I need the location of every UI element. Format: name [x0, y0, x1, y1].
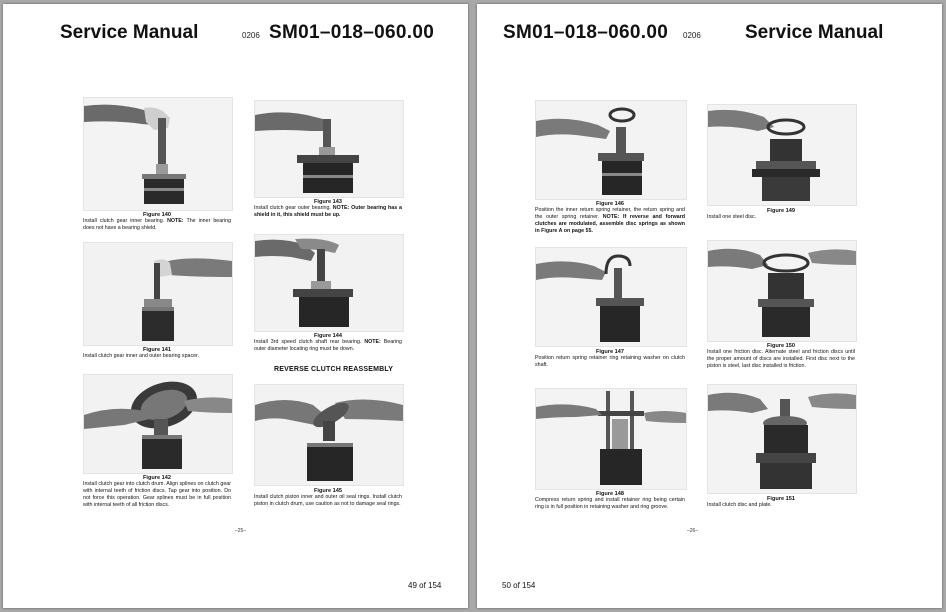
figure-144-caption: Install 3rd speed clutch shaft rear bearing. NOTE: Bearing outer diameter locating ring must be down.: [254, 339, 403, 352]
figure-145-photo: [254, 384, 404, 486]
figure-145-caption: Install clutch piston inner and outer oil seal rings. Install clutch piston in clutch drum, use caution as not to damage seal rings.: [254, 494, 402, 507]
figure-142-title: Figure 142: [143, 475, 171, 481]
right-header-doc-code: SM01–018–060.00: [503, 22, 669, 43]
figure-149-title: Figure 149: [767, 208, 795, 214]
figure-150-caption: Install one friction disc. Alternate steel and friction discs until the proper amount of discs are installed. First disc next to the piston is steel, last disc installed is friction.: [707, 349, 855, 369]
figure-142-caption: Install clutch gear into clutch drum. Align splines on clutch gear with internal teeth of friction discs. Tap gear into position. Do not force this operation. Gear splines must be in full position with internal teeth of all friction discs.: [83, 481, 231, 508]
figure-141-photo: [83, 242, 233, 346]
figure-145-title: Figure 145: [314, 488, 342, 494]
figure-143-caption: Install clutch gear outer bearing. NOTE: Outer bearing has a shield in it, this shield must be up.: [254, 205, 402, 218]
figure-148-photo: [535, 388, 687, 490]
right-header-title: Service Manual: [745, 22, 884, 43]
left-header-title: Service Manual: [60, 22, 199, 43]
right-page: [477, 4, 942, 608]
figure-146-photo: [535, 100, 687, 200]
figure-143-title: Figure 143: [314, 199, 342, 205]
figure-140-caption: Install clutch gear inner bearing. NOTE: The inner bearing does not have a bearing shield.: [83, 218, 231, 231]
figure-143-photo: [254, 100, 404, 198]
figure-151-title: Figure 151: [767, 496, 795, 502]
figure-149-caption: Install one steel disc.: [707, 214, 757, 220]
figure-151-photo: [707, 384, 857, 494]
figure-141-caption: Install clutch gear inner and outer bearing spacer.: [83, 353, 200, 359]
figure-140-title: Figure 140: [143, 212, 171, 218]
left-page-count: 49 of 154: [408, 581, 442, 590]
left-page: [3, 4, 468, 608]
figure-150-photo: [707, 240, 857, 342]
left-page-number: –25–: [235, 528, 247, 534]
right-header-small-code: 0206: [683, 31, 701, 40]
figure-147-title: Figure 147: [596, 349, 624, 355]
figure-151-caption: Install clutch disc and plate.: [707, 502, 772, 508]
left-header-small-code: 0206: [242, 31, 260, 40]
section-heading: REVERSE CLUTCH REASSEMBLY: [274, 366, 394, 373]
figure-144-photo: [254, 234, 404, 332]
figure-147-caption: Position return spring retainer ring retaining washer on clutch shaft.: [535, 355, 685, 368]
figure-142-photo: [83, 374, 233, 474]
figure-148-caption: Compress return spring and install retainer ring being certain ring is in full position in retaining washer and ring groove.: [535, 497, 685, 510]
figure-141-title: Figure 141: [143, 347, 171, 353]
figure-144-title: Figure 144: [314, 333, 342, 339]
figure-146-caption: Position the inner return spring retainer, the return spring and the outer spring retainer. NOTE: If reverse and forward clutches are modulated, assemble disc springs as shown in Figure A on page 55.: [535, 207, 685, 234]
figure-146-title: Figure 146: [596, 201, 624, 207]
figure-140-photo: [83, 97, 233, 211]
right-page-number: –26–: [687, 528, 699, 534]
right-page-count: 50 of 154: [502, 581, 536, 590]
figure-150-title: Figure 150: [767, 343, 795, 349]
figure-148-title: Figure 148: [596, 491, 624, 497]
figure-147-photo: [535, 247, 687, 347]
left-header-doc-code: SM01–018–060.00: [269, 22, 435, 43]
figure-149-photo: [707, 104, 857, 206]
